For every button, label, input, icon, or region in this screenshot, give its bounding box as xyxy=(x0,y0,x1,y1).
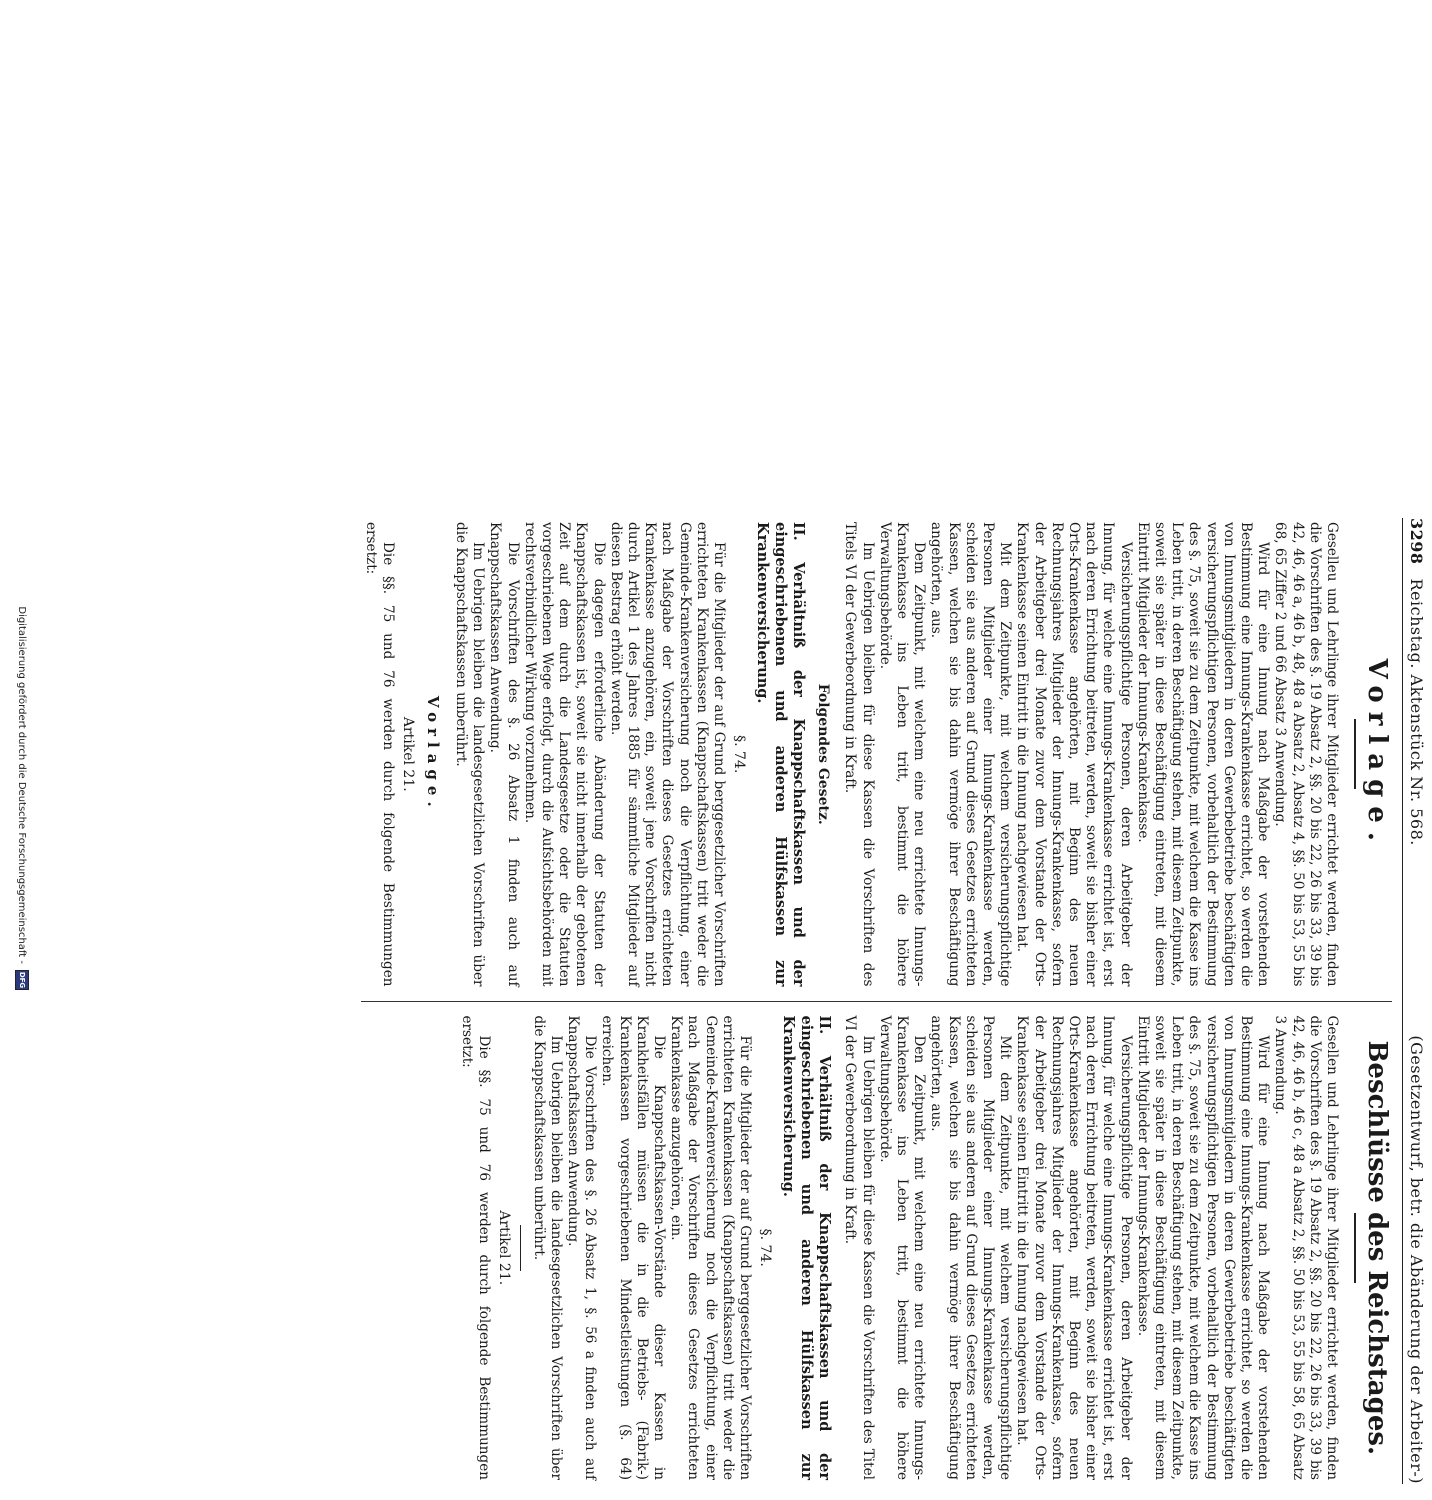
column-title-beschluesse: Beschlüsse des Reichstages. xyxy=(1362,1040,1392,1456)
digitization-credit xyxy=(14,10,30,990)
column-vorlage xyxy=(361,518,1392,1002)
paragraph: Mit dem Zeitpunkte, mit welchem versicherungspflichtige Personen Mitglieder einer Innungs-Krankenkasse werden, scheiden sie aus anderen auf Grund dieses Gesetzes errichteten Kassen, welchen sie bis dahin vermöge ihrer Beschäftigung angehörten, aus. xyxy=(928,522,1014,987)
paragraph: Die Vorschriften des §. 26 Absatz 1, §. 56 a finden auch auf Knappschaftskassen Anwendung. xyxy=(565,1015,599,1480)
paragraph: Im Uebrigen bleiben für diese Kassen die Vorschriften des Titels VI der Gewerbeordnung in Kraft. xyxy=(842,522,876,987)
two-column-body xyxy=(361,518,1392,1484)
title-rule xyxy=(1354,1213,1356,1283)
header-reference: Reichstag. Aktenstück Nr. 568. xyxy=(1407,578,1426,846)
paragraph: Den Zeitpunkt, mit welchem eine neu errichtete Innungs-Krankenkasse ins Leben tritt, bestimmt die höhere Verwaltungsbehörde. xyxy=(876,1015,928,1480)
paragraph: Für die Mitglieder der auf Grund berggesetzlicher Vorschriften errichteten Krankenkassen (Knappschaftskassen) tritt weder die Gemeinde-Krankenversicherung noch die Verpflichtung, einer nach Maßgabe der Vorschriften dieses Gesetzes errichteten Krankenkasse anzugehören, ein. xyxy=(668,1015,754,1480)
credit-text: Digitalisierung gefördert durch die Deutsche Forschungsgemeinschaft - xyxy=(16,606,28,964)
paragraph: Die §§. 75 und 76 werden durch folgende Bestimmungen ersetzt: xyxy=(459,1015,493,1480)
section-heading: Folgendes Gesetz. xyxy=(815,683,832,825)
paragraph: Versicherungspflichtige Personen, deren Arbeitgeber der Innung, für welche eine Innungs-Krankenkasse errichtet ist, erst nach deren Errichtung beitreten, werden, soweit sie bisher einer Orts-Krankenkasse angehörten, mit Beginn des neuen Rechnungsjahres Mitglieder der Innungs-Krankenkasse, sofern der Arbeitgeber drei Monate zuvor dem Vorstande der Orts-Krankenkasse seinen Eintritt in die Innung nachgewiesen hat. xyxy=(1014,1015,1134,1480)
article-heading: Artikel 21. xyxy=(399,716,416,792)
dfg-logo-icon: DFG xyxy=(15,970,29,990)
column-title-vorlage: Vorlage. xyxy=(1362,658,1392,850)
subsection-title: Vorlage. xyxy=(423,695,442,813)
paragraph: Die dagegen erforderliche Abänderung der Statuten der Knappschaftskassen ist, soweit sie nicht innerhalb der gebotenen Zeit auf dem durch die Landesgesetze oder die Statuten vorgeschriebenen Wege erfolgt, durch die Aufsichtsbehörden mit rechtsverbindlicher Wirkung vorzunehmen. xyxy=(521,522,607,987)
paragraph: Mit dem Zeitpunkte, mit welchem versicherungspflichtige Personen Mitglieder einer Innungs-Krankenkasse werden, scheiden sie aus anderen auf Grund dieses Gesetzes errichteten Kassen, welchen sie bis dahin vermöge ihrer Beschäftigung angehörten, aus. xyxy=(928,1015,1014,1480)
header-subject: (Gesetzentwurf, betr. die Abänderung der Arbeiter-) xyxy=(1407,1035,1426,1484)
paragraph: Dem Zeitpunkt, mit welchem eine neu errichtete Innungs-Krankenkasse ins Leben tritt, bestimmt die höhere Verwaltungsbehörde. xyxy=(876,522,928,987)
paragraph: Die Vorschriften des §. 26 Absatz 1 finden auch auf Knappschaftskassen Anwendung. xyxy=(487,522,521,987)
title-rule xyxy=(1354,719,1356,789)
article-heading: Artikel 21. xyxy=(496,1210,513,1286)
rotated-document-page xyxy=(0,500,1432,1500)
paragraph: Wird für eine Innung nach Maßgabe der vorstehenden Bestimmung eine Innungs-Krankenkasse errichtet, so werden die von Innungsmitgliedern in deren Gewerbebetriebe beschäftigten versicherungspflichtigen Personen, vorbehaltlich der Bestimmung des §. 75, soweit sie zu dem Zeitpunkte, mit welchem die Kasse ins Leben tritt, in deren Beschäftigung stehen, mit diesem Zeitpunkte, soweit sie später in diese Beschäftigung eintreten, mit diesem Eintritt Mitglieder der Innungs-Krankenkasse. xyxy=(1134,1015,1272,1480)
paragraph: Im Uebrigen bleiben die landesgesetzlichen Vorschriften über die Knappschaftskassen unberührt. xyxy=(453,522,487,987)
paragraph: Gesellen und Lehrlinge ihrer Mitglieder errichtet werden, finden die Vorschriften des §. 19 Absatz 2, §§. 20 bis 22, 26 bis 33, 39 bis 42, 46, 46 b, 46 c, 48 a Absatz 2, §§. 50 bis 53, 55 bis 58, 65 Absatz 3 Anwendung. xyxy=(1272,1015,1340,1480)
paragraph: Versicherungspflichtige Personen, deren Arbeitgeber der Innung, für welche eine Innungs-Krankenkasse errichtet ist, erst nach deren Errichtung beitreten, werden, soweit sie bisher einer Orts-Krankenkasse angehörten, mit Beginn des neuen Rechnungsjahres Mitglieder der Innungs-Krankenkasse, sofern der Arbeitgeber drei Monate zuvor dem Vorstande der Orts-Krankenkasse seinen Eintritt in die Innung nachgewiesen hat. xyxy=(1014,522,1134,987)
section-heading-roman: II. Verhältniß der Knappschaftskassen und der eingeschriebenen und anderen Hülfskassen zur Krankenversicherung. xyxy=(754,522,808,987)
paragraph-number: §. 74. xyxy=(731,735,748,774)
paragraph: Die Knappschaftskassen-Vorstände dieser Kassen in Krankheitsfällen müssen die in die Betriebs- (Fabrik-) Krankenkassen vorgeschriebenen Mindestleistungen (§. 64) erreichen. xyxy=(599,1015,668,1480)
paragraph: Die §§. 75 und 76 werden durch folgende Bestimmungen ersetzt: xyxy=(362,522,396,987)
paragraph: Im Uebrigen bleiben für diese Kassen die Vorschriften des Titel VI der Gewerbeordnung in Kraft. xyxy=(842,1015,876,1480)
paragraph: Geselleu und Lehrlinge ihrer Mitglieder errichtet werden, finden die Vorschriften des §. 19 Absatz 2, §§. 20 bis 22, 26 bis 33, 39 bis 42, 46, 46 a, 46 b, 48, 48 a Absatz 2, Absatz 4, §§. 50 bis 53, 55 bis 68, 65 Ziffer 2 und 66 Absatz 3 Anwendung. xyxy=(1272,522,1340,987)
divider xyxy=(520,1225,521,1271)
paragraph-number: §. 74. xyxy=(757,1228,774,1267)
section-heading-roman: II. Verhältniß der Knappschaftskassen und der eingeschriebenen und anderen Hülfskassen zur Krankenversicherung. xyxy=(780,1015,834,1480)
header-rule xyxy=(1402,518,1403,1484)
running-header xyxy=(1407,518,1426,1484)
page-number: 3298 xyxy=(1407,518,1426,565)
paragraph: Für die Mitglieder der auf Grund berggesetzlicher Vorschriften errichteten Krankenkassen (Knappschaftskassen) tritt weder die Gemeinde-Krankenversicherung noch die Verpflichtung, einer nach Maßgabe der Vorschriften dieses Gesetzes errichteten Krankenkasse anzugehören, ein, soweit jene Vorschriften nicht durch Artikel 1 des Jahres 1885 für sämmtliche Mitglieder auf diesen Bestrag erhöht werden. xyxy=(607,522,728,987)
column-beschluesse xyxy=(361,1002,1392,1485)
paragraph: Im Uebrigen bleiben die landesgesetzlichen Vorschriften über die Knappschaftskassen unberührt. xyxy=(530,1015,564,1480)
paragraph: Wird für eine Innung nach Maßgabe der vorstehenden Bestimmung eine Innungs-Krankenkasse errichtet, so werden die von Innungsmitgliedern in deren Gewerbebetriebe beschäftigten versicherungspflichtigen Personen, vorbehaltlich der Bestimmung des §. 75, soweit sie zu dem Zeitpunkte, mit welchem die Kasse ins Leben tritt, in deren Beschäftigung stehen, mit diesem Zeitpunkte, soweit sie später in diese Beschäftigung eintreten, mit diesem Eintritt Mitglieder der Innungs-Krankenkasse. xyxy=(1134,522,1272,987)
